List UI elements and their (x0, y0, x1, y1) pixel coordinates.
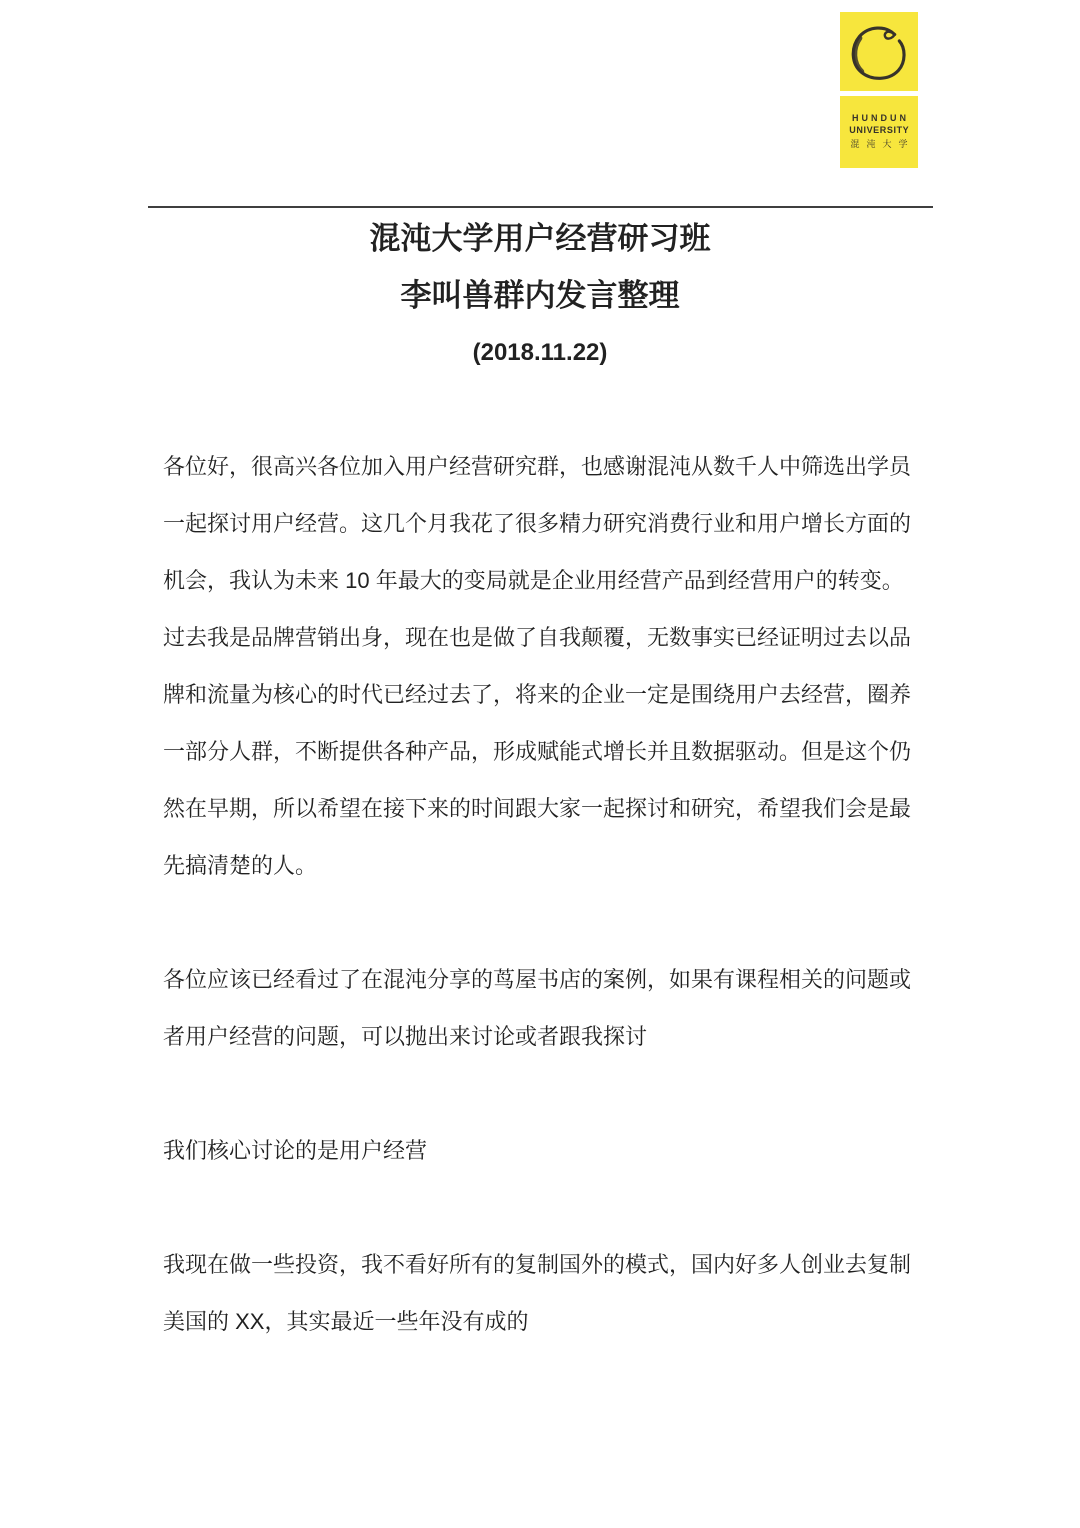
paragraph-2 (163, 951, 917, 1065)
logo-text-university: UNIVERSITY (849, 125, 910, 135)
text-line: 然在早期，所以希望在接下来的时间跟大家一起探讨和研究，希望我们会是最 (163, 796, 912, 821)
logo-text-chinese: 混沌大学 (850, 139, 915, 149)
hundun-logo (840, 12, 918, 168)
paragraph-3 (163, 1122, 917, 1179)
enso-circle-icon (843, 16, 915, 88)
document-content (163, 210, 917, 1407)
text-line: 美国的 XX，其实最近一些年没有成的 (163, 1309, 529, 1334)
text-line: 我现在做一些投资，我不看好所有的复制国外的模式，国内好多人创业去复制 (163, 1252, 912, 1277)
text-line: 先搞清楚的人。 (163, 853, 318, 878)
text-line: 一起探讨用户经营。这几个月我花了很多精力研究消费行业和用户增长方面的 (163, 511, 912, 536)
text-line: 一部分人群，不断提供各种产品，形成赋能式增长并且数据驱动。但是这个仍 (163, 739, 912, 764)
header-rule (148, 206, 933, 208)
text-line: 各位应该已经看过了在混沌分享的茑屋书店的案例，如果有课程相关的问题或 (163, 967, 912, 992)
logo-text-block (840, 96, 918, 168)
text-line: 过去我是品牌营销出身，现在也是做了自我颠覆，无数事实已经证明过去以品 (163, 625, 912, 650)
text-line: 我们核心讨论的是用户经营 (163, 1138, 428, 1163)
document-title-line1: 混沌大学用户经营研习班 (369, 221, 711, 256)
text-line: 牌和流量为核心的时代已经过去了，将来的企业一定是围绕用户去经营，圈养 (163, 682, 912, 707)
logo-circle-block (840, 12, 918, 91)
text-line: 者用户经营的问题，可以抛出来讨论或者跟我探讨 (163, 1024, 648, 1049)
document-title-line2: 李叫兽群内发言整理 (400, 278, 680, 313)
paragraph-4 (163, 1236, 917, 1350)
document-date: (2018.11.22) (472, 339, 608, 366)
logo-text-hundun: HUNDUN (852, 113, 909, 123)
paragraph-1 (163, 438, 917, 894)
text-line: 各位好，很高兴各位加入用户经营研究群，也感谢混沌从数千人中筛选出学员 (163, 454, 912, 479)
text-line: 机会，我认为未来 10 年最大的变局就是企业用经营产品到经营用户的转变。 (163, 568, 904, 593)
